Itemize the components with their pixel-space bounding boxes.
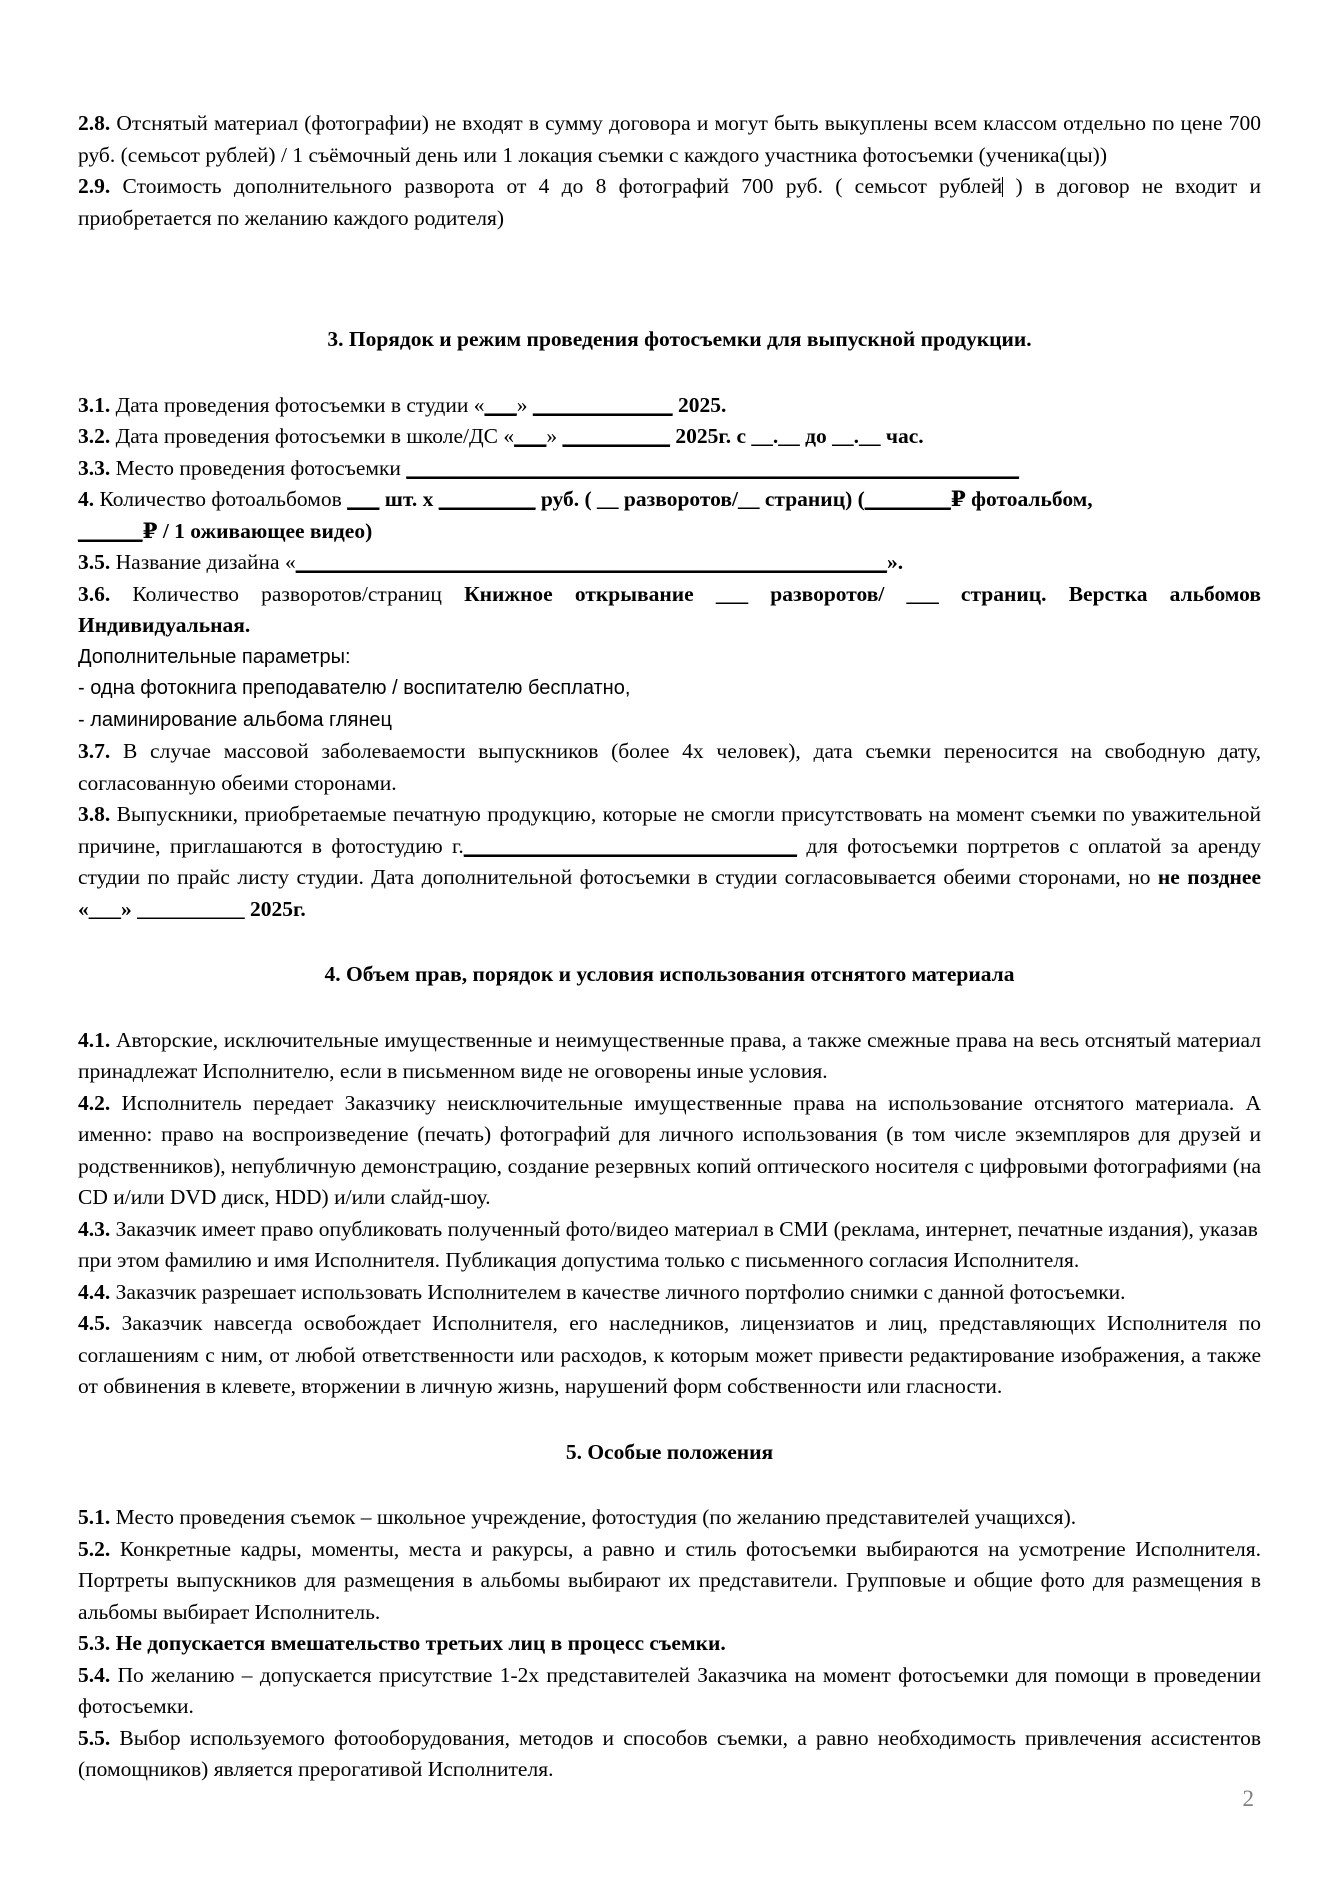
clause-3-2 (78, 421, 1261, 453)
clause-3-4-number: 4. (78, 487, 95, 511)
clause-5-1-text: Место проведения съемок – школьное учреждение, фотостудия (по желанию представителей учащихся). (110, 1505, 1077, 1529)
clause-3-4-blank-qty[interactable]: ___ (347, 487, 380, 511)
clause-3-4-spreads: руб. ( __ разворотов/__ страниц) ( (535, 487, 865, 511)
clause-5-4-text: По желанию – допускается присутствие 1-2х представителей Заказчика на момент фотосъемки для помощи в проведении фотосъемки. (78, 1662, 1261, 1718)
clause-3-5 (78, 547, 1261, 579)
clause-3-5-blank-design[interactable]: _______________________________________________________ (295, 550, 887, 574)
clause-3-1-number: 3.1. (78, 392, 111, 417)
clause-3-8-number: 3.8. (78, 802, 111, 826)
clause-3-4-album-label: ₽ фотоальбом, (950, 487, 1093, 511)
clause-5-2-number: 5.2. (78, 1536, 111, 1561)
clause-3-7-text: В случае массовой заболеваемости выпускников (более 4х человек), дата съемки переносится на свободную дату, согласованную обеими сторонами. (78, 739, 1261, 795)
spacer (78, 1468, 1261, 1502)
extra-param-2: - ламинирование альбома глянец (78, 708, 393, 731)
clause-3-8 (78, 799, 1261, 925)
clause-3-1-blank-day[interactable]: ___ (484, 392, 517, 417)
spacer (78, 234, 1261, 290)
clause-5-5 (78, 1723, 1261, 1786)
clause-5-3 (78, 1628, 1261, 1660)
clause-3-8-bold: не позднее «___» __________ 2025г. (78, 865, 1261, 921)
clause-2-9 (78, 171, 1261, 234)
clause-2-8-text: Отснятый материал (фотографии) не входят в сумму договора и могут быть выкуплены всем классом отдельно по цене 700 руб. (семьсот рублей) / 1 съёмочный день или 1 локация съемки с каждого участника фотосъемки (ученика(цы)) (78, 111, 1261, 167)
clause-4-3-text: Заказчик имеет право опубликовать полученный фото/видео материал в СМИ (реклама, интернет, печатные издания), указав при этом фамилию и имя Исполнителя. Публикация допустима только с письменного согласия Исполнителя. (78, 1216, 1258, 1272)
clause-4-1-number: 4.1. (78, 1027, 111, 1052)
clause-2-9-number: 2.9. (78, 174, 111, 198)
clause-3-2-mid: » (546, 424, 563, 448)
clause-5-4 (78, 1660, 1261, 1723)
clause-5-2-text: Конкретные кадры, моменты, места и ракурсы, а равно и стиль фотосъемки выбираются на усмотрение Исполнителя. Портреты выпускников для размещения в альбомы выбирают их представители. Групповые и общие фото для размещения в альбомы выбирает Исполнитель. (78, 1536, 1261, 1624)
section-heading-3: 3. Порядок и режим проведения фотосъемки для выпускной продукции. (327, 327, 1032, 351)
spacer (78, 925, 1261, 959)
clause-3-1-mid: » (516, 392, 533, 417)
clause-3-5-end: ». (886, 550, 904, 574)
section-heading-4: 4. Объем прав, порядок и условия использования отснятого материала (324, 962, 1015, 986)
extra-param-1: - одна фотокнига преподавателю / воспитателю бесплатно, (78, 677, 631, 699)
clause-3-5-text: Название дизайна « (110, 550, 296, 574)
clause-3-8-blank-city[interactable]: _______________________________ (463, 833, 798, 858)
clause-4-5 (78, 1308, 1261, 1403)
clause-4-4 (78, 1277, 1261, 1309)
clause-5-1 (78, 1502, 1261, 1534)
spacer (78, 356, 1261, 390)
clause-4-5-number: 4.5. (78, 1311, 111, 1335)
clause-3-5-number: 3.5. (78, 550, 111, 574)
clause-3-1-year: 2025. (672, 392, 727, 417)
clause-5-5-text: Выбор используемого фотооборудования, методов и способов съемки, а равно необходимость привлечения ассистентов (помощников) является прерогативой Исполнителя. (78, 1725, 1261, 1781)
clause-4-4-text: Заказчик разрешает использовать Исполнителем в качестве личного портфолио снимки с данной фотосъемки. (110, 1279, 1126, 1304)
clause-3-6 (78, 579, 1261, 642)
clause-4-2 (78, 1088, 1261, 1214)
page-number: 2 (1242, 1786, 1254, 1811)
clause-3-2-blank-day[interactable]: ___ (514, 424, 547, 448)
clause-3-3-text: Место проведения фотосъемки (110, 455, 407, 480)
clause-3-3-number: 3.3. (78, 455, 111, 480)
clause-3-4-blank-price[interactable]: _________ (438, 487, 536, 511)
clause-3-4-cont (78, 516, 1261, 548)
clause-3-6-number: 3.6. (78, 581, 111, 606)
clause-4-2-text: Исполнитель передает Заказчику неисключительные имущественные права на использование отснятого материала. А именно: право на воспроизведение (печать) фотографий для личного использования (в том числе экземпляров для друзей и родственников), непубличную демонстрацию, создание резервных копий оптического носителя с цифровыми фотографиями (на CD и/или DVD диск, HDD) и/или слайд-шоу. (78, 1090, 1261, 1209)
spacer (78, 1403, 1261, 1437)
clause-5-3-text: Не допускается вмешательство третьих лиц в процесс съемки. (110, 1631, 726, 1655)
clause-3-2-year-time: 2025г. с __.__ до __.__ час. (670, 424, 924, 448)
clause-2-8 (78, 108, 1261, 171)
clause-4-1 (78, 1025, 1261, 1088)
clause-4-4-number: 4.4. (78, 1279, 111, 1304)
clause-5-2 (78, 1534, 1261, 1629)
clause-4-2-number: 4.2. (78, 1090, 111, 1115)
clause-3-4-unit: шт. х (379, 487, 439, 511)
clause-3-1-blank-month[interactable]: _____________ (532, 392, 673, 417)
spacer (78, 290, 1261, 324)
clause-3-1-text: Дата проведения фотосъемки в студии « (110, 392, 485, 417)
clause-5-1-number: 5.1. (78, 1505, 111, 1529)
clause-3-3 (78, 453, 1261, 485)
clause-3-8-text-a: Выпускники, приобретаемые печатную продукцию, которые не смогли присутствовать на момент съемки по уважительной причине, приглашаются в фотостудию г. (78, 802, 1261, 858)
section-heading-5: 5. Особые положения (565, 1439, 774, 1464)
spacer (78, 991, 1261, 1025)
clause-5-4-number: 5.4. (78, 1662, 111, 1687)
clause-3-4-blank-album-price[interactable]: ________ (864, 487, 951, 511)
clause-3-4 (78, 484, 1261, 516)
clause-4-5-text: Заказчик навсегда освобождает Исполнителя, его наследников, лицензиатов и лиц, представляющих Исполнителя по соглашениям с ним, от любой ответственности или расходов, к которым может привести редактирование изображения, а также от обвинения в клевете, вторжении в личную жизнь, нарушений форм собственности или гласности. (78, 1311, 1261, 1398)
clause-3-4-text: Количество фотоальбомов (94, 487, 348, 511)
clause-4-3-number: 4.3. (78, 1216, 111, 1241)
clause-3-4-blank-video-price[interactable]: ______ (78, 518, 143, 543)
clause-3-2-blank-month[interactable]: __________ (562, 424, 670, 448)
extra-params-label: Дополнительные параметры: (78, 645, 351, 668)
clause-4-1-text: Авторские, исключительные имущественные и неимущественные права, а также смежные права на весь отснятый материал принадлежат Исполнителю, если в письменном виде не оговорены иные условия. (78, 1027, 1261, 1083)
clause-3-7-number: 3.7. (78, 739, 111, 763)
clause-3-8-text-b: для фотосъемки портретов с оплатой за аренду студии по прайс листу студии. Дата дополнительной фотосъемки в студии согласовывается обеими сторонами, но (78, 833, 1261, 889)
clause-2-9-text-b: ) в договор не входит и приобретается по желанию каждого родителя) (78, 174, 1261, 230)
clause-3-1 (78, 390, 1261, 422)
clause-3-7 (78, 736, 1261, 799)
clause-2-9-text-a: Стоимость дополнительного разворота от 4 до 8 фотографий 700 руб. ( семьсот рублей (110, 174, 1003, 198)
clause-3-3-blank-place[interactable]: _________________________________________________________ (406, 455, 1020, 480)
clause-5-5-number: 5.5. (78, 1725, 111, 1750)
clause-4-3 (78, 1214, 1261, 1277)
clause-3-6-text: Количество разворотов/страниц (110, 581, 465, 606)
document-body (78, 108, 1261, 1786)
clause-3-2-text: Дата проведения фотосъемки в школе/ДС « (110, 424, 515, 448)
clause-3-2-number: 3.2. (78, 424, 111, 448)
clause-3-6-bold: Книжное открывание ___ разворотов/ ___ страниц. Верстка альбомов Индивидуальная. (78, 581, 1261, 637)
clause-5-3-number: 5.3. (78, 1631, 111, 1655)
clause-3-4-video-label: ₽ / 1 оживающее видео) (142, 518, 373, 543)
clause-2-8-number: 2.8. (78, 111, 111, 135)
